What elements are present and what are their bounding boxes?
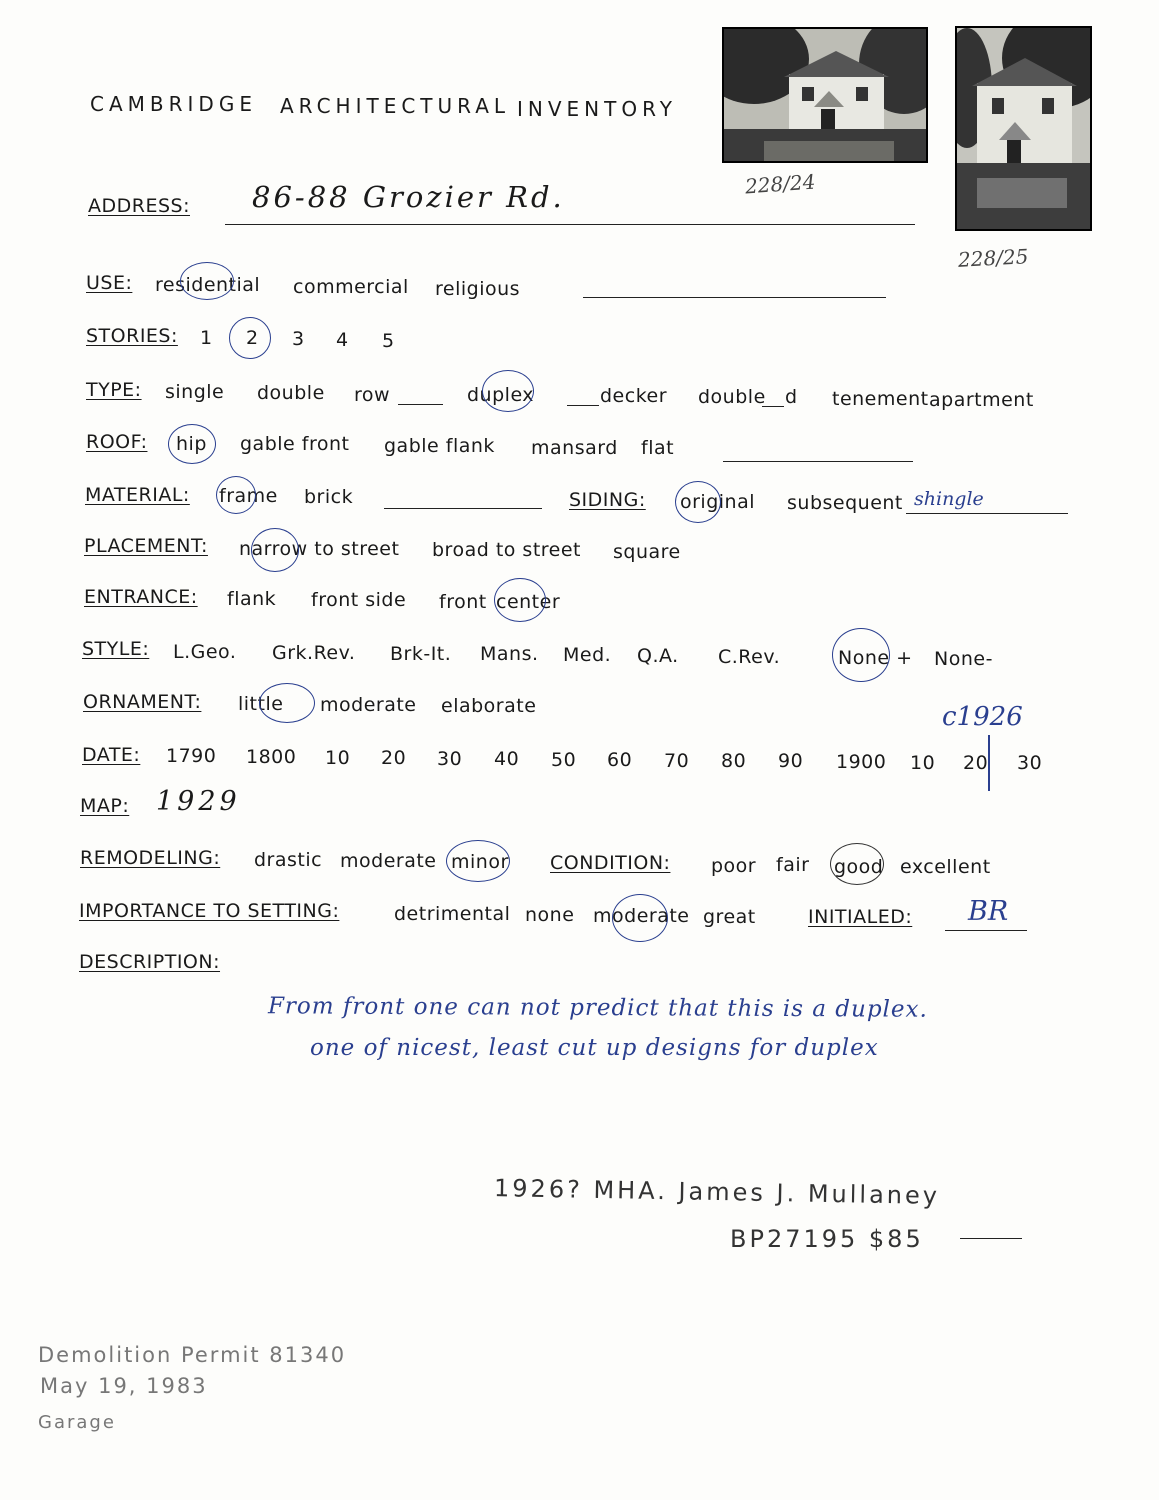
siding-other-line bbox=[906, 513, 1068, 514]
material-selection-circle bbox=[216, 476, 256, 514]
roof-selection-circle bbox=[168, 424, 216, 464]
siding-option-original: original bbox=[680, 491, 756, 513]
placement-option-broad: broad to street bbox=[432, 539, 582, 561]
siding-option-subsequent: subsequent bbox=[787, 492, 903, 514]
pencil-note-demolition: Demolition Permit 81340 bbox=[38, 1343, 347, 1367]
type-option-tenement: tenement bbox=[832, 388, 929, 410]
date-option-70: 70 bbox=[664, 750, 690, 772]
type-option-duplex: duplex bbox=[467, 384, 535, 406]
remodeling-label: REMODELING: bbox=[80, 847, 221, 869]
date-option-1910: 10 bbox=[910, 752, 936, 774]
entrance-label: ENTRANCE: bbox=[84, 586, 198, 608]
siding-label: SIDING: bbox=[569, 489, 646, 511]
stories-option-2: 2 bbox=[246, 327, 259, 349]
roof-option-hip: hip bbox=[176, 433, 207, 455]
type-decker-line bbox=[567, 405, 599, 406]
date-option-40: 40 bbox=[494, 748, 520, 770]
house-photo-1-image bbox=[724, 29, 926, 161]
permit-note-dash bbox=[960, 1238, 1022, 1239]
map-label: MAP: bbox=[80, 795, 130, 817]
description-label: DESCRIPTION: bbox=[79, 951, 221, 973]
type-option-decker: decker bbox=[600, 385, 668, 407]
date-option-1790: 1790 bbox=[166, 745, 217, 767]
siding-selection-circle bbox=[675, 481, 721, 523]
material-option-frame: frame bbox=[219, 485, 278, 507]
date-option-90: 90 bbox=[778, 750, 804, 772]
style-label: STYLE: bbox=[82, 638, 150, 660]
style-option-grkrev: Grk.Rev. bbox=[272, 642, 356, 664]
condition-option-good: good bbox=[834, 856, 884, 878]
style-option-none-plus: None + bbox=[838, 647, 913, 669]
type-double-d-line bbox=[762, 406, 784, 407]
roof-other-line bbox=[723, 461, 913, 462]
importance-option-moderate: moderate bbox=[593, 905, 690, 927]
importance-label: IMPORTANCE TO SETTING: bbox=[79, 900, 340, 922]
initialed-label: INITIALED: bbox=[808, 906, 913, 928]
map-handwritten-value: 1929 bbox=[156, 786, 241, 817]
house-photo-2-image bbox=[957, 28, 1090, 229]
style-option-lgeo: L.Geo. bbox=[173, 641, 237, 663]
stories-selection-circle bbox=[229, 317, 271, 359]
ornament-option-elaborate: elaborate bbox=[441, 695, 537, 717]
ornament-label: ORNAMENT: bbox=[83, 691, 202, 713]
date-option-1900: 1900 bbox=[836, 751, 887, 773]
stories-option-3: 3 bbox=[292, 328, 305, 350]
siding-handwritten-value: shingle bbox=[914, 488, 984, 510]
style-option-qa: Q.A. bbox=[637, 645, 679, 667]
address-label: ADDRESS: bbox=[88, 195, 190, 217]
use-option-residential: residential bbox=[155, 274, 261, 296]
placement-option-square: square bbox=[613, 541, 681, 563]
style-option-none-minus: None- bbox=[934, 648, 993, 670]
roof-option-gable-front: gable front bbox=[240, 433, 350, 455]
roof-option-mansard: mansard bbox=[531, 437, 618, 459]
pencil-note-garage: Garage bbox=[38, 1412, 116, 1433]
stories-label: STORIES: bbox=[86, 325, 178, 347]
use-option-commercial: commercial bbox=[293, 276, 409, 298]
initialed-line bbox=[945, 930, 1027, 931]
importance-selection-circle bbox=[612, 894, 668, 942]
use-other-line bbox=[583, 297, 886, 298]
remodeling-option-drastic: drastic bbox=[254, 849, 323, 871]
date-option-10: 10 bbox=[325, 747, 351, 769]
placement-selection-circle bbox=[251, 528, 299, 572]
date-option-80: 80 bbox=[721, 750, 747, 772]
date-tick-mark bbox=[988, 735, 990, 791]
roof-option-gable-flank: gable flank bbox=[384, 435, 495, 457]
condition-option-excellent: excellent bbox=[900, 856, 991, 878]
initialed-handwritten-value: BR bbox=[968, 896, 1009, 927]
style-selection-circle bbox=[832, 628, 890, 682]
type-selection-circle bbox=[482, 370, 534, 412]
roof-label: ROOF: bbox=[86, 431, 148, 453]
title-word-architectural: ARCHITECTURAL bbox=[280, 94, 511, 118]
placement-label: PLACEMENT: bbox=[84, 535, 208, 557]
condition-option-poor: poor bbox=[711, 855, 757, 877]
style-option-crev: C.Rev. bbox=[718, 646, 781, 668]
type-option-double-d: double bbox=[698, 386, 766, 408]
type-label: TYPE: bbox=[86, 379, 142, 401]
entrance-selection-circle bbox=[494, 578, 546, 622]
material-label: MATERIAL: bbox=[85, 484, 190, 506]
address-value: 86-88 Grozier Rd. bbox=[252, 180, 565, 214]
entrance-option-front: front bbox=[439, 591, 487, 613]
house-photo-1 bbox=[722, 27, 928, 163]
remodeling-option-minor: minor bbox=[451, 851, 509, 873]
description-line-1: From front one can not predict that this is a duplex. bbox=[267, 993, 928, 1023]
stories-option-1: 1 bbox=[200, 327, 213, 349]
use-selection-circle bbox=[180, 262, 234, 300]
date-option-50: 50 bbox=[551, 749, 577, 771]
photo-2-caption: 228/25 bbox=[957, 244, 1029, 272]
house-photo-2 bbox=[955, 26, 1092, 231]
use-option-religious: religious bbox=[435, 278, 521, 300]
remodeling-option-moderate: moderate bbox=[340, 850, 437, 872]
title-word-cambridge: CAMBRIDGE bbox=[90, 92, 257, 116]
date-handwritten-value: c1926 bbox=[942, 702, 1023, 732]
type-option-row: row bbox=[354, 384, 391, 406]
entrance-option-flank: flank bbox=[227, 588, 277, 610]
ornament-option-moderate: moderate bbox=[320, 694, 417, 716]
address-line bbox=[225, 224, 915, 225]
description-line-2: one of nicest, least cut up designs for duplex bbox=[310, 1035, 879, 1061]
use-label: USE: bbox=[86, 272, 133, 294]
date-option-1800: 1800 bbox=[246, 746, 297, 768]
roof-option-flat: flat bbox=[641, 437, 675, 459]
ornament-option-little: little bbox=[238, 693, 284, 715]
type-option-single: single bbox=[165, 381, 225, 403]
date-option-1930: 30 bbox=[1017, 752, 1043, 774]
importance-option-detrimental: detrimental bbox=[394, 903, 511, 925]
type-option-d-suffix: d bbox=[785, 386, 798, 408]
entrance-option-center: center bbox=[496, 591, 561, 613]
stories-option-4: 4 bbox=[336, 329, 349, 351]
entrance-option-front-side: front side bbox=[311, 589, 407, 611]
importance-option-great: great bbox=[703, 906, 756, 928]
date-option-1920: 20 bbox=[963, 752, 989, 774]
type-option-apartment: apartment bbox=[929, 389, 1034, 411]
style-option-mans: Mans. bbox=[480, 643, 539, 665]
style-option-med: Med. bbox=[563, 644, 612, 666]
date-label: DATE: bbox=[82, 744, 141, 766]
material-other-line bbox=[384, 508, 542, 509]
date-option-30: 30 bbox=[437, 748, 463, 770]
material-option-brick: brick bbox=[304, 486, 354, 508]
stories-option-5: 5 bbox=[382, 330, 395, 352]
title-word-inventory: INVENTORY bbox=[517, 97, 677, 121]
condition-label: CONDITION: bbox=[550, 852, 671, 874]
date-option-60: 60 bbox=[607, 749, 633, 771]
importance-option-none: none bbox=[525, 904, 575, 926]
date-option-20: 20 bbox=[381, 747, 407, 769]
remodeling-selection-circle bbox=[446, 840, 510, 882]
placement-option-narrow: narrow to street bbox=[239, 538, 400, 560]
permit-note-line-2: BP27195 $85 bbox=[730, 1225, 924, 1253]
condition-selection-circle bbox=[830, 843, 884, 885]
type-option-double: double bbox=[257, 382, 325, 404]
ornament-selection-circle bbox=[259, 683, 315, 723]
photo-1-caption: 228/24 bbox=[744, 169, 817, 199]
type-row-line bbox=[398, 404, 443, 405]
style-option-brkit: Brk-It. bbox=[390, 643, 452, 665]
pencil-note-date: May 19, 1983 bbox=[40, 1374, 208, 1398]
condition-option-fair: fair bbox=[776, 854, 810, 876]
permit-note-line-1: 1926? MHA. James J. Mullaney bbox=[493, 1174, 941, 1210]
